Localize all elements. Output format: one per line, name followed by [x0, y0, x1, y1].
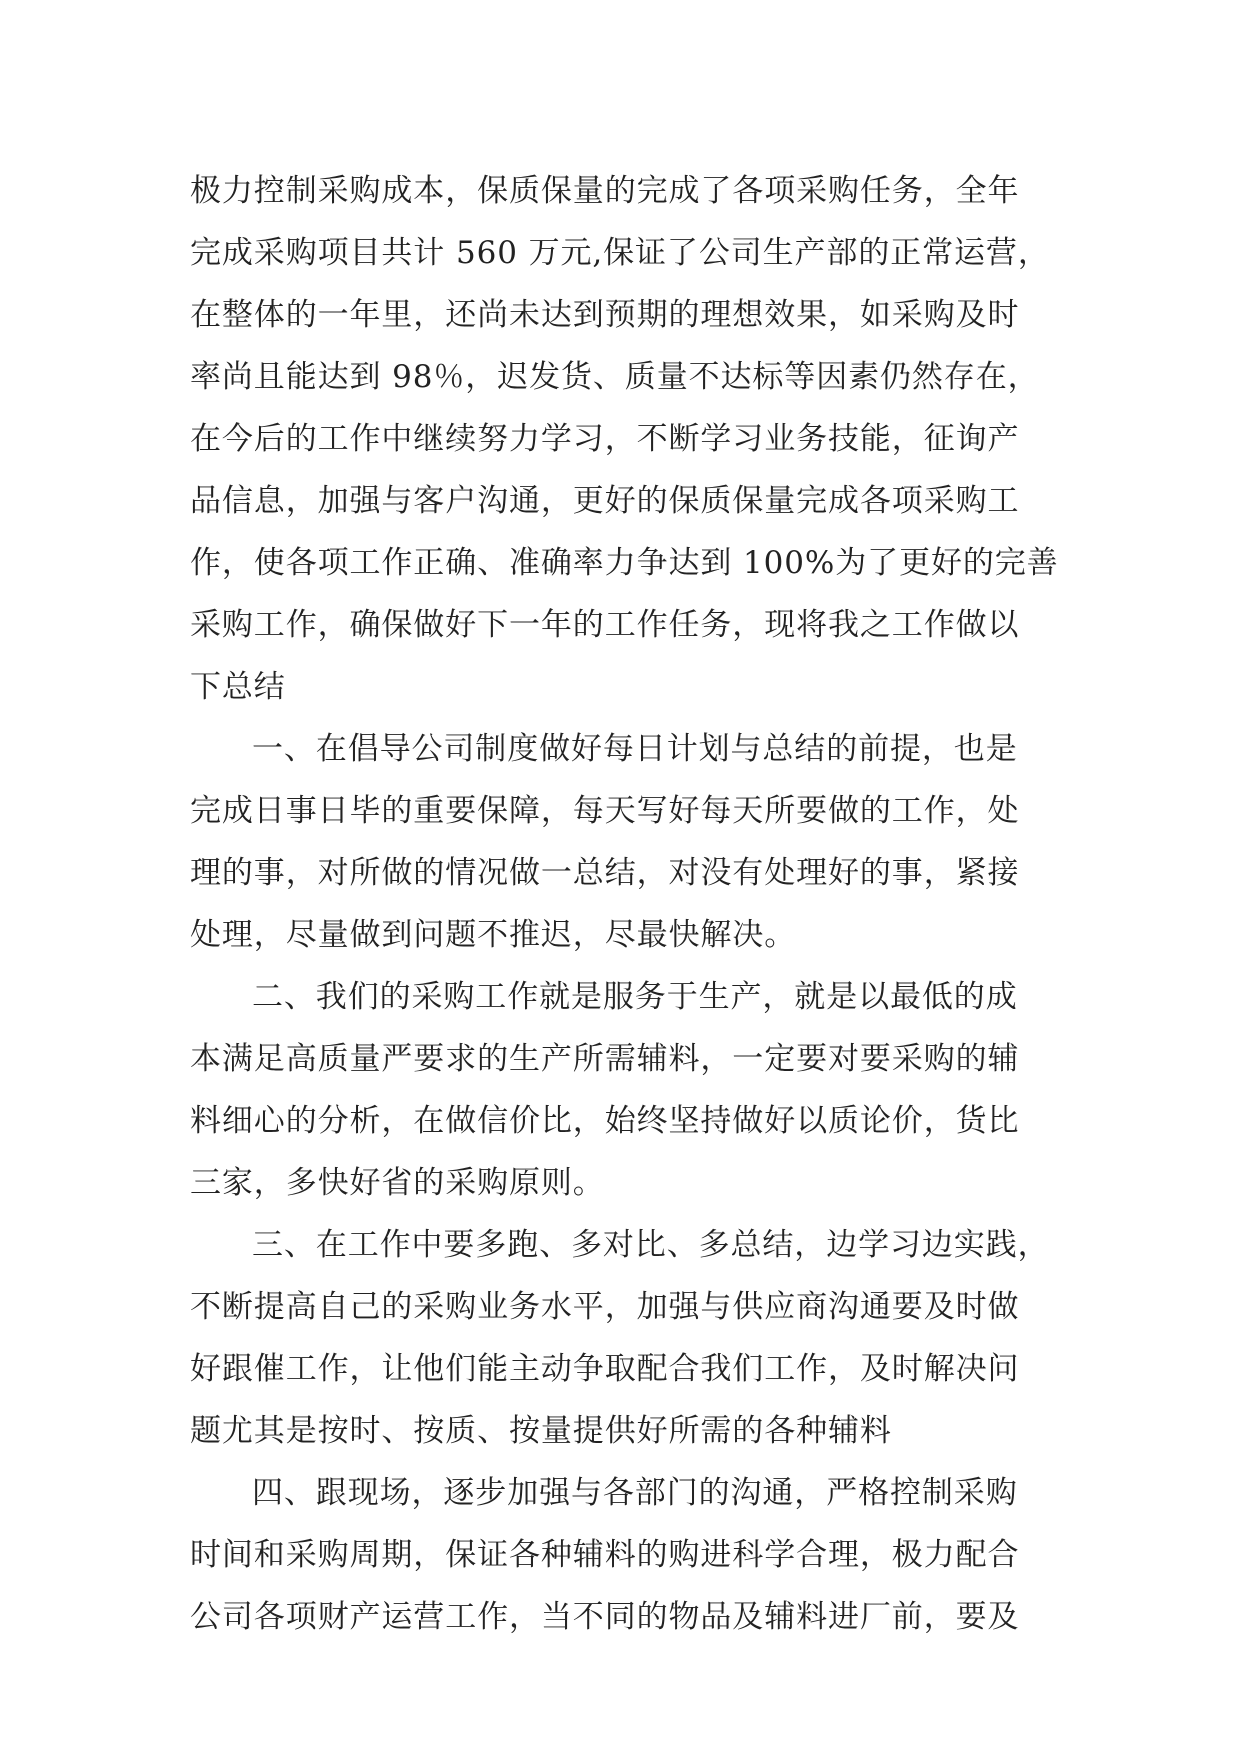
- text-line: 完成采购项目共计 560 万元,保证了公司生产部的正常运营，: [190, 235, 1050, 271]
- paragraph-1-start: 一、在倡导公司制度做好每日计划与总结的前提，也是: [252, 731, 1018, 767]
- text-line: 下总结: [190, 669, 286, 705]
- text-line: 三家，多快好省的采购原则。: [190, 1165, 605, 1201]
- text-line: 题尤其是按时、按质、按量提供好所需的各种辅料: [190, 1413, 892, 1449]
- paragraph-3-start: 三、在工作中要多跑、多对比、多总结，边学习边实践，: [252, 1227, 1050, 1263]
- text-line: 时间和采购周期，保证各种辅料的购进科学合理，极力配合: [190, 1537, 1020, 1573]
- text-line: 极力控制采购成本，保质保量的完成了各项采购任务，全年: [190, 173, 1020, 209]
- paragraph-4-start: 四、跟现场，逐步加强与各部门的沟通，严格控制采购: [252, 1475, 1018, 1511]
- text-line: 料细心的分析，在做信价比，始终坚持做好以质论价，货比: [190, 1103, 1020, 1139]
- text-line: 作，使各项工作正确、准确率力争达到 100%为了更好的完善: [190, 545, 1059, 581]
- text-line: 公司各项财产运营工作，当不同的物品及辅料进厂前，要及: [190, 1599, 1020, 1635]
- text-line: 采购工作，确保做好下一年的工作任务，现将我之工作做以: [190, 607, 1020, 643]
- text-line: 本满足高质量严要求的生产所需辅料，一定要对要采购的辅: [190, 1041, 1020, 1077]
- body-text: [190, 160, 1065, 1648]
- text-line: 在今后的工作中继续努力学习，不断学习业务技能，征询产: [190, 421, 1020, 457]
- text-line: 理的事，对所做的情况做一总结，对没有处理好的事，紧接: [190, 855, 1020, 891]
- text-line: 完成日事日毕的重要保障，每天写好每天所要做的工作，处: [190, 793, 1020, 829]
- paragraph-2-start: 二、我们的采购工作就是服务于生产，就是以最低的成: [252, 979, 1018, 1015]
- text-line: 不断提高自己的采购业务水平，加强与供应商沟通要及时做: [190, 1289, 1020, 1325]
- text-line: 率尚且能达到 98％，迟发货、质量不达标等因素仍然存在，: [190, 359, 1040, 395]
- text-line: 好跟催工作，让他们能主动争取配合我们工作，及时解决问: [190, 1351, 1020, 1387]
- text-line: 处理，尽量做到问题不推迟，尽最快解决。: [190, 917, 797, 953]
- text-line: 在整体的一年里，还尚未达到预期的理想效果，如采购及时: [190, 297, 1020, 333]
- text-line: 品信息，加强与客户沟通，更好的保质保量完成各项采购工: [190, 483, 1020, 519]
